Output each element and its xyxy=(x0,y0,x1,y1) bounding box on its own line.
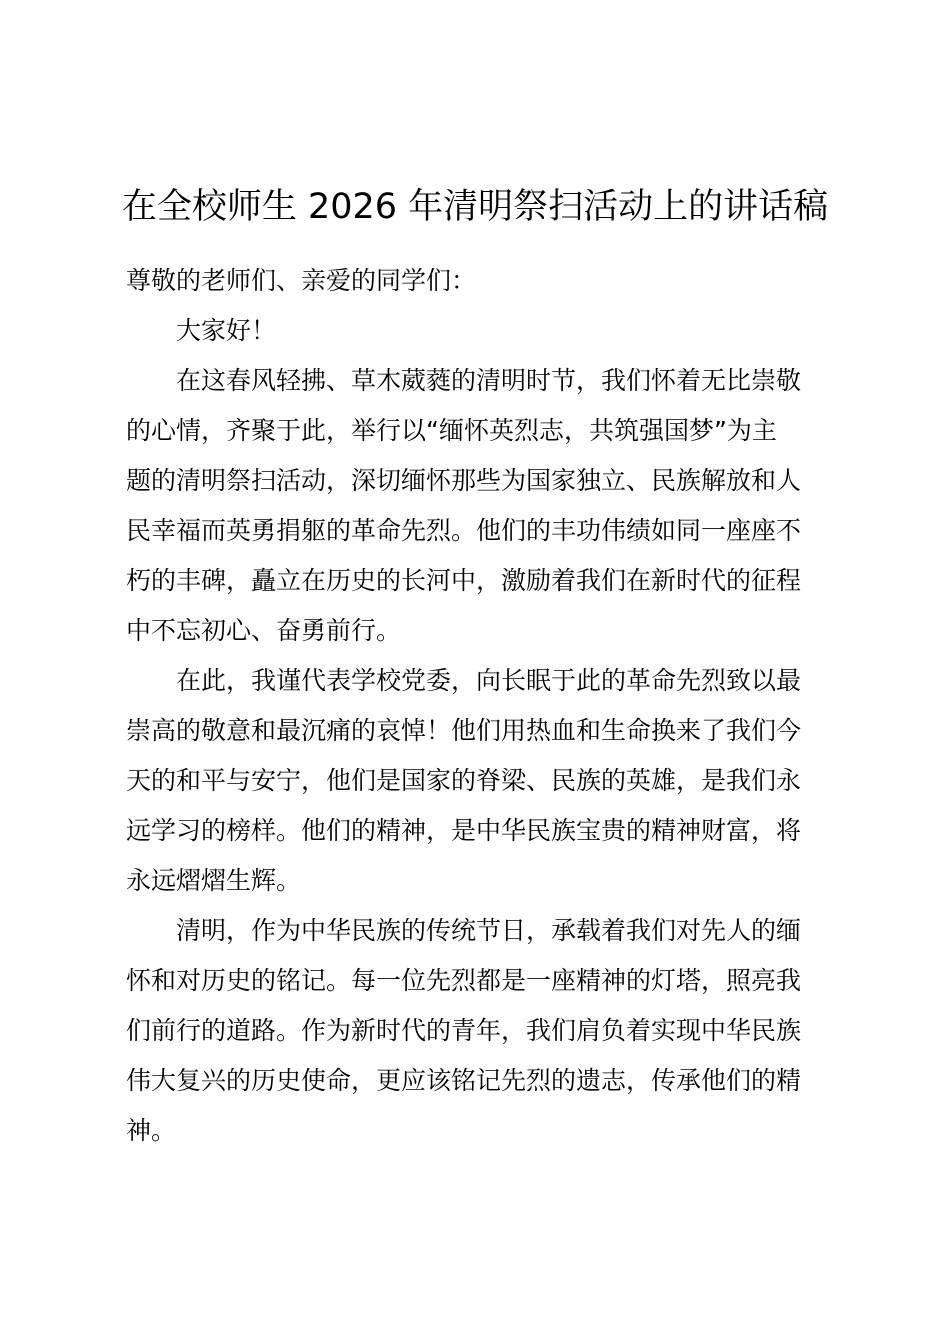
paragraph-opening xyxy=(126,356,846,656)
paragraph-tribute xyxy=(126,656,846,906)
paragraph-line: 在此，我谨代表学校党委，向长眠于此的革命先烈致以最 xyxy=(176,666,802,695)
paragraph-qingming xyxy=(126,906,846,1156)
paragraph-line: 在这春风轻拂、草木葳蕤的清明时节，我们怀着无比崇敬 xyxy=(176,366,802,395)
paragraph-line: 民幸福而英勇捐躯的革命先烈。他们的丰功伟绩如同一座座不 xyxy=(126,516,802,545)
paragraph-line: 们前行的道路。作为新时代的青年，我们肩负着实现中华民族 xyxy=(126,1016,802,1045)
paragraph-line: 永远熠熠生辉。 xyxy=(126,866,302,895)
document-body xyxy=(126,256,846,1156)
paragraph-line: 中不忘初心、奋勇前行。 xyxy=(126,616,402,645)
paragraph-line: 天的和平与安宁，他们是国家的脊梁、民族的英雄，是我们永 xyxy=(126,766,802,795)
paragraph-greeting xyxy=(126,306,846,356)
salutation: 尊敬的老师们、亲爱的同学们： xyxy=(126,266,477,295)
paragraph-line: 神。 xyxy=(126,1116,177,1145)
paragraph-line: 远学习的榜样。他们的精神，是中华民族宝贵的精神财富，将 xyxy=(126,816,802,845)
paragraph-line: 大家好！ xyxy=(176,316,277,345)
paragraph-line: 清明，作为中华民族的传统节日，承载着我们对先人的缅 xyxy=(176,916,802,945)
document-title: 在全校师生 2026 年清明祭扫活动上的讲话稿 xyxy=(121,187,829,227)
paragraph-line: 伟大复兴的历史使命，更应该铭记先烈的遗志，传承他们的精 xyxy=(126,1066,802,1095)
paragraph-line: 的心情，齐聚于此，举行以“缅怀英烈志，共筑强国梦”为主 xyxy=(126,416,777,445)
paragraph-line: 崇高的敬意和最沉痛的哀悼！他们用热血和生命换来了我们今 xyxy=(126,716,802,745)
paragraph-line: 朽的丰碑，矗立在历史的长河中，激励着我们在新时代的征程 xyxy=(126,566,802,595)
paragraph-line: 怀和对历史的铭记。每一位先烈都是一座精神的灯塔，照亮我 xyxy=(126,966,802,995)
paragraph-line: 题的清明祭扫活动，深切缅怀那些为国家独立、民族解放和人 xyxy=(126,466,802,495)
